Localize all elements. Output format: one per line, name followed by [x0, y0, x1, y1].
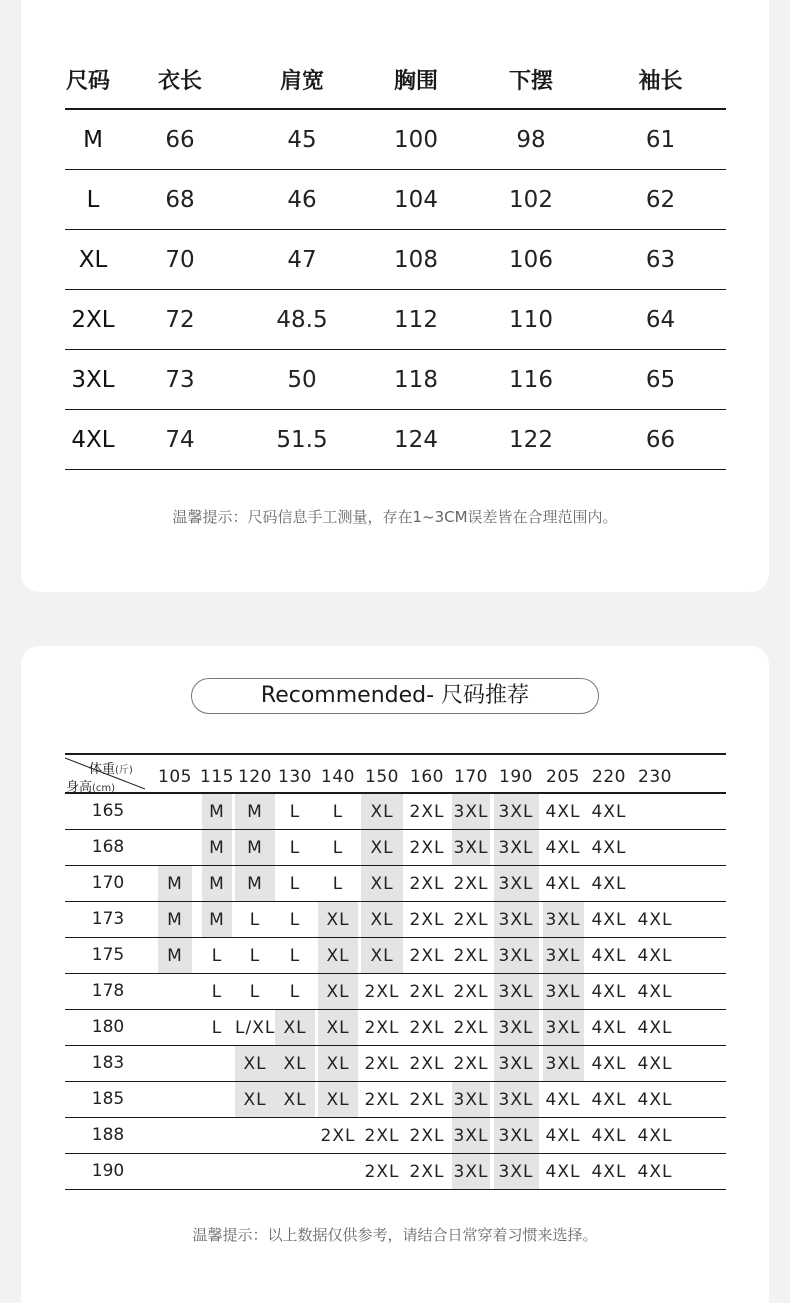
height-label: 168	[91, 837, 125, 857]
size-recommendation-cell: 3XL	[452, 1082, 490, 1117]
size-recommendation-cell: 2XL	[453, 874, 489, 894]
size-recommendation-cell: 2XL	[409, 982, 445, 1002]
size-recommendation-cell: 4XL	[591, 838, 627, 858]
size-recommendation-cell: M	[235, 794, 275, 829]
size-recommendation-cell: L	[211, 1018, 223, 1038]
size-label: XL	[78, 246, 108, 273]
size-recommendation-cell: L	[211, 946, 223, 966]
size-value: 47	[287, 246, 317, 273]
size-recommendation-cell: 2XL	[409, 838, 445, 858]
size-chart-table	[65, 50, 726, 470]
size-recommendation-cell: M	[202, 902, 232, 937]
size-recommendation-cell: L	[289, 874, 301, 894]
size-value: 104	[394, 186, 438, 213]
height-label: 170	[91, 873, 125, 893]
size-recommendation-cell: L	[289, 802, 301, 822]
corner-cell	[65, 755, 145, 795]
recommendation-table	[65, 753, 726, 1190]
size-recommendation-cell: 2XL	[364, 1162, 400, 1182]
size-recommendation-cell: 4XL	[545, 802, 581, 822]
weight-column-header: 130	[278, 767, 312, 787]
size-chart-body	[65, 110, 726, 470]
size-recommendation-cell: 4XL	[637, 1126, 673, 1146]
size-row	[65, 110, 726, 170]
size-recommendation-cell: 4XL	[591, 1126, 627, 1146]
size-value: 116	[509, 366, 553, 393]
size-recommendation-cell: 4XL	[591, 1162, 627, 1182]
size-recommendation-cell: 4XL	[637, 910, 673, 930]
size-recommendation-cell: L	[249, 910, 261, 930]
size-recommendation-cell: XL	[361, 830, 403, 865]
size-recommendation-cell: 4XL	[591, 1018, 627, 1038]
weight-column-header: 115	[200, 767, 234, 787]
size-value: 63	[645, 246, 676, 273]
size-recommendation-cell: XL	[235, 1082, 275, 1117]
size-label: 4XL	[71, 426, 115, 453]
size-recommendation-cell: 2XL	[364, 1126, 400, 1146]
weight-column-header: 190	[499, 767, 533, 787]
size-value: 108	[394, 246, 438, 273]
weight-column-header: 205	[546, 767, 580, 787]
height-label: 190	[91, 1161, 125, 1181]
size-recommendation-cell: L	[289, 946, 301, 966]
size-recommendation-cell: 3XL	[494, 1010, 539, 1045]
size-recommendation-cell: XL	[318, 1010, 358, 1045]
size-recommendation-cell: XL	[318, 974, 358, 1009]
height-label: 188	[91, 1125, 125, 1145]
size-recommendation-cell: XL	[318, 902, 358, 937]
size-recommendation-cell: M	[235, 830, 275, 865]
size-recommendation-cell: L	[332, 874, 344, 894]
weight-column-header: 150	[365, 767, 399, 787]
size-recommendation-cell: 3XL	[543, 1046, 584, 1081]
weight-column-header: 120	[238, 767, 272, 787]
size-recommendation-cell: 4XL	[545, 1090, 581, 1110]
size-value: 100	[394, 126, 438, 153]
size-recommendation-cell: 2XL	[409, 946, 445, 966]
measurement-tip: 温馨提示：尺码信息手工测量，存在1~3CM误差皆在合理范围内。	[172, 508, 618, 526]
size-row	[65, 410, 726, 470]
size-recommendation-cell: 2XL	[409, 1090, 445, 1110]
recommendation-row	[65, 1082, 726, 1118]
size-value: 112	[394, 306, 438, 333]
size-recommendation-cell: L	[289, 838, 301, 858]
size-recommendation-cell: L	[249, 982, 261, 1002]
size-recommendation-cell: 2XL	[364, 1054, 400, 1074]
size-recommendation-cell: M	[158, 866, 192, 901]
recommendation-row	[65, 830, 726, 866]
size-recommendation-cell: 4XL	[637, 1018, 673, 1038]
size-value: 68	[165, 186, 195, 213]
recommendation-row	[65, 902, 726, 938]
size-recommendation-cell: XL	[318, 938, 358, 973]
size-recommendation-cell: L	[211, 982, 223, 1002]
size-recommendation-cell: M	[202, 866, 232, 901]
size-recommendation-cell: 4XL	[591, 982, 627, 1002]
height-axis-label: 身高(cm)	[66, 780, 116, 795]
size-recommendation-cell: 3XL	[452, 794, 490, 829]
size-recommendation-cell: L	[332, 838, 344, 858]
size-value: 64	[645, 306, 676, 333]
size-row	[65, 230, 726, 290]
size-recommendation-cell: 3XL	[494, 1082, 539, 1117]
size-recommendation-cell: XL	[275, 1010, 315, 1045]
height-label: 183	[91, 1053, 125, 1073]
recommendation-header	[65, 753, 726, 794]
height-label: 178	[91, 981, 125, 1001]
size-recommendation-cell: 3XL	[543, 974, 584, 1009]
size-recommendation-cell: XL	[361, 938, 403, 973]
recommendation-row	[65, 866, 726, 902]
header-size: 尺码	[66, 68, 111, 94]
size-recommendation-cell: 2XL	[453, 1054, 489, 1074]
size-recommendation-cell: 3XL	[494, 794, 539, 829]
weight-column-header: 160	[410, 767, 444, 787]
size-value: 118	[394, 366, 438, 393]
size-recommendation-cell: 2XL	[409, 802, 445, 822]
size-value: 50	[287, 366, 317, 393]
size-recommendation-cell: 3XL	[494, 830, 539, 865]
size-recommendation-cell: 2XL	[364, 1018, 400, 1038]
size-recommendation-cell: 3XL	[543, 938, 584, 973]
height-label: 185	[91, 1089, 125, 1109]
size-label: 3XL	[71, 366, 115, 393]
size-recommendation-cell: 4XL	[591, 802, 627, 822]
size-recommendation-cell: 2XL	[453, 982, 489, 1002]
weight-column-header: 170	[454, 767, 488, 787]
size-recommendation-cell: 3XL	[452, 1118, 490, 1153]
size-recommendation-cell: 2XL	[409, 1054, 445, 1074]
size-recommendation-cell: 4XL	[637, 1162, 673, 1182]
size-value: 65	[645, 366, 676, 393]
weight-column-header: 220	[592, 767, 626, 787]
size-recommendation-cell: 3XL	[494, 938, 539, 973]
size-recommendation-cell: 2XL	[364, 982, 400, 1002]
size-row	[65, 350, 726, 410]
weight-column-header: 105	[158, 767, 192, 787]
size-value: 51.5	[276, 426, 328, 453]
size-recommendation-cell: 3XL	[494, 1118, 539, 1153]
size-recommendation-cell: 3XL	[494, 1154, 539, 1189]
size-value: 66	[165, 126, 195, 153]
size-recommendation-cell: 2XL	[364, 1090, 400, 1110]
size-value: 124	[394, 426, 438, 453]
size-recommendation-cell: L	[289, 982, 301, 1002]
size-recommendation-cell: 3XL	[494, 902, 539, 937]
recommendation-row	[65, 1154, 726, 1190]
size-label: 2XL	[71, 306, 115, 333]
size-row	[65, 170, 726, 230]
recommendation-body	[65, 794, 726, 1190]
size-recommendation-cell: M	[235, 866, 275, 901]
reference-tip: 温馨提示：以上数据仅供参考，请结合日常穿着习惯来选择。	[192, 1226, 598, 1244]
size-recommendation-cell: L	[249, 946, 261, 966]
header-sleeve: 袖长	[638, 68, 683, 94]
size-recommendation-cell: XL	[361, 794, 403, 829]
header-hem: 下摆	[508, 68, 553, 94]
weight-column-header: 230	[638, 767, 672, 787]
recommendation-row	[65, 938, 726, 974]
recommendation-card	[21, 646, 769, 1303]
size-recommendation-cell: 4XL	[545, 838, 581, 858]
recommendation-row	[65, 794, 726, 830]
size-recommendation-cell: XL	[318, 1082, 358, 1117]
size-recommendation-cell: M	[202, 830, 232, 865]
size-recommendation-cell: 2XL	[453, 910, 489, 930]
size-recommendation-cell: M	[202, 794, 232, 829]
size-chart-card	[21, 0, 769, 592]
header-length: 衣长	[157, 68, 202, 94]
size-recommendation-cell: XL	[275, 1082, 315, 1117]
size-value: 74	[165, 426, 195, 453]
size-recommendation-cell: 4XL	[591, 1090, 627, 1110]
size-recommendation-cell: XL	[361, 866, 403, 901]
size-value: 45	[287, 126, 317, 153]
size-value: 73	[165, 366, 195, 393]
size-value: 98	[516, 126, 546, 153]
size-recommendation-cell: 3XL	[452, 830, 490, 865]
size-recommendation-cell: XL	[318, 1046, 358, 1081]
size-recommendation-cell: 4XL	[545, 1126, 581, 1146]
size-value: 46	[287, 186, 317, 213]
height-label: 175	[91, 945, 125, 965]
size-recommendation-cell: 2XL	[409, 874, 445, 894]
size-value: 106	[509, 246, 553, 273]
size-value: 110	[509, 306, 553, 333]
weight-axis-label: 体重(斤)	[89, 762, 133, 777]
size-recommendation-cell: 4XL	[637, 1054, 673, 1074]
size-value: 70	[165, 246, 195, 273]
size-recommendation-cell: 4XL	[545, 1162, 581, 1182]
size-recommendation-cell: 2XL	[409, 1126, 445, 1146]
size-recommendation-cell: 4XL	[637, 982, 673, 1002]
size-recommendation-cell: XL	[235, 1046, 275, 1081]
size-value: 48.5	[276, 306, 328, 333]
size-recommendation-cell: 3XL	[452, 1154, 490, 1189]
recommendation-row	[65, 1046, 726, 1082]
size-label: L	[86, 186, 100, 213]
size-value: 62	[645, 186, 676, 213]
size-recommendation-cell: XL	[361, 902, 403, 937]
size-recommendation-cell: 2XL	[409, 910, 445, 930]
size-value: 66	[645, 426, 676, 453]
size-value: 72	[165, 306, 195, 333]
size-label: M	[83, 126, 103, 153]
size-recommendation-cell: M	[158, 902, 192, 937]
size-recommendation-cell: 3XL	[494, 866, 539, 901]
size-recommendation-cell: 2XL	[409, 1018, 445, 1038]
size-row	[65, 290, 726, 350]
size-recommendation-cell: 4XL	[591, 874, 627, 894]
size-recommendation-cell: L/XL	[235, 1018, 276, 1038]
weight-column-header: 140	[321, 767, 355, 787]
size-recommendation-cell: 2XL	[409, 1162, 445, 1182]
recommendation-row	[65, 974, 726, 1010]
size-recommendation-cell: 2XL	[453, 946, 489, 966]
size-recommendation-cell: 2XL	[453, 1018, 489, 1038]
height-label: 180	[91, 1017, 125, 1037]
size-recommendation-cell: 4XL	[591, 946, 627, 966]
size-recommendation-cell: 4XL	[591, 910, 627, 930]
size-recommendation-cell: L	[289, 910, 301, 930]
size-recommendation-cell: 4XL	[637, 946, 673, 966]
size-recommendation-cell: XL	[275, 1046, 315, 1081]
size-chart-header	[65, 50, 726, 110]
size-value: 102	[509, 186, 553, 213]
recommendation-title: Recommended- 尺码推荐	[191, 678, 599, 714]
size-recommendation-cell: 3XL	[543, 1010, 584, 1045]
recommendation-row	[65, 1118, 726, 1154]
size-value: 122	[509, 426, 553, 453]
size-recommendation-cell: 4XL	[591, 1054, 627, 1074]
size-recommendation-cell: 4XL	[545, 874, 581, 894]
size-recommendation-cell: 3XL	[494, 974, 539, 1009]
size-value: 61	[645, 126, 676, 153]
size-recommendation-cell: 2XL	[320, 1126, 356, 1146]
size-recommendation-cell: M	[158, 938, 192, 973]
size-recommendation-cell: L	[332, 802, 344, 822]
recommendation-row	[65, 1010, 726, 1046]
size-recommendation-cell: 3XL	[494, 1046, 539, 1081]
header-chest: 胸围	[393, 68, 438, 94]
height-label: 173	[91, 909, 125, 929]
size-recommendation-cell: 3XL	[543, 902, 584, 937]
header-shoulder: 肩宽	[279, 68, 324, 94]
size-recommendation-cell: 4XL	[637, 1090, 673, 1110]
height-label: 165	[91, 801, 125, 821]
